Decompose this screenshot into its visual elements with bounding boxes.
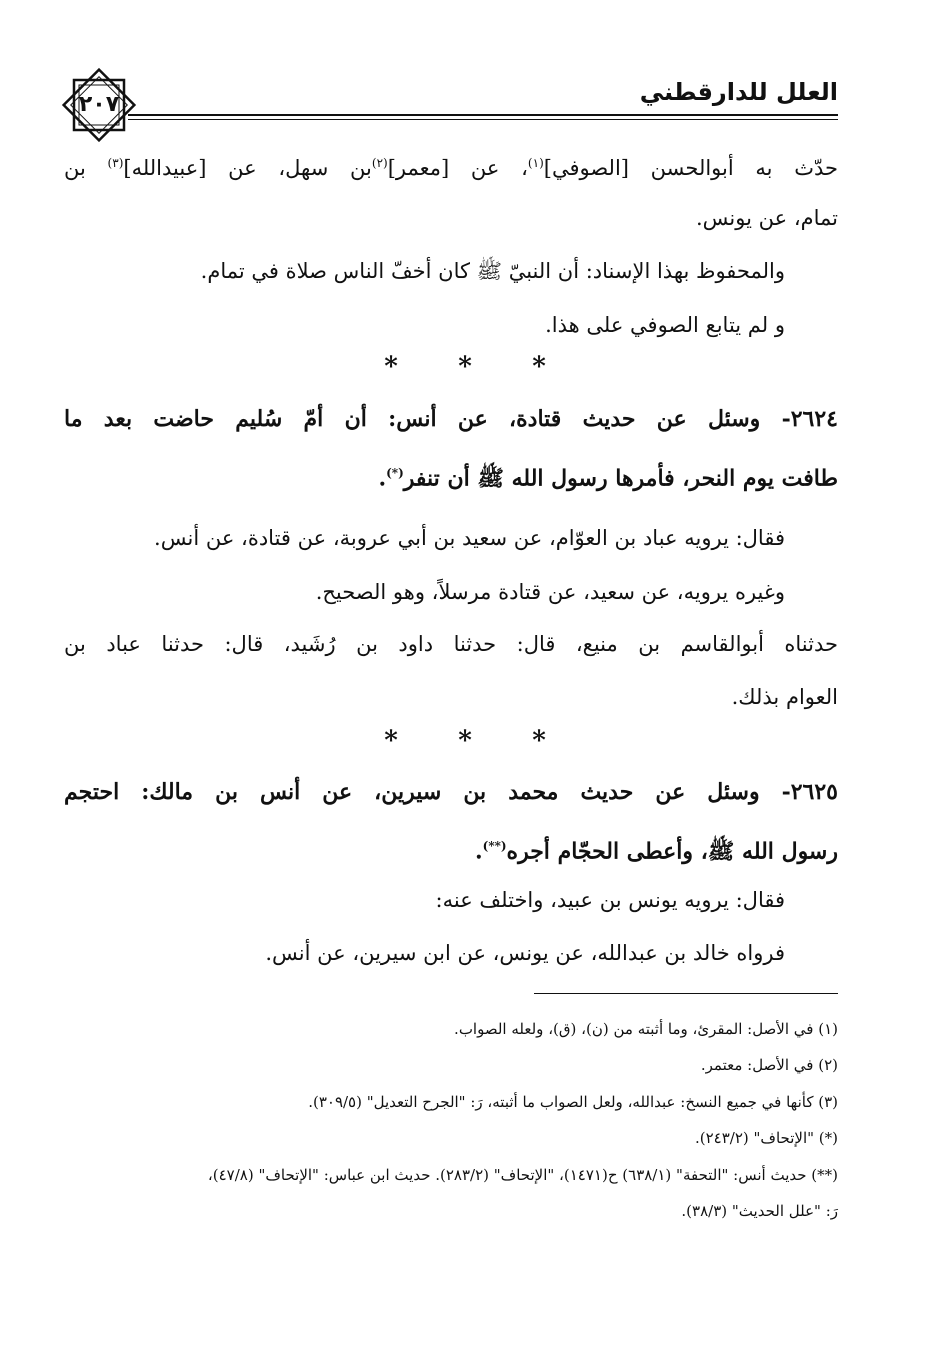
footnote-ref: (١) bbox=[527, 156, 544, 170]
footnote: رَ: "علل الحديث" (٣٨/٣). bbox=[681, 1202, 838, 1220]
entry-heading-line: ٢٦٢٥- وسئل عن حديث محمد بن سيرين، عن أنس بن مالك: احتجم bbox=[64, 779, 838, 805]
text-line: حدثناه أبوالقاسم بن منيع، قال: حدثنا داود بن رُشَيد، قال: حدثنا عباد بن bbox=[64, 632, 838, 656]
footnote-ref: (٢) bbox=[371, 156, 388, 170]
entry-heading-line: ٢٦٢٤- وسئل عن حديث قتادة، عن أنس: أن أمّ سُليم حاضت بعد ما bbox=[64, 406, 838, 432]
running-header-title: العلل للدارقطني bbox=[639, 78, 838, 106]
entry-heading-line bbox=[64, 831, 838, 866]
text-line: و لم يتابع الصوفي على هذا. bbox=[545, 313, 785, 337]
page-number: ٢٠٧ bbox=[78, 92, 120, 117]
footnote: (٣) كأنها في جميع النسخ: عبدالله، ولعل الصواب ما أثبته، رَ: "الجرح التعديل" (٣٠٩/٥). bbox=[308, 1093, 838, 1111]
star: * bbox=[532, 352, 546, 382]
text-run: رسول الله ﷺ، وأعطى الحجّام أجره bbox=[506, 838, 838, 865]
footnote-ref: (٣) bbox=[107, 156, 124, 170]
footnote: (*) "الإتحاف" (٢٤٣/٢). bbox=[695, 1129, 838, 1147]
header-rule-thin bbox=[128, 119, 838, 120]
star: * bbox=[458, 726, 472, 756]
text-run: حدّث به أبوالحسن [الصوفي] bbox=[543, 156, 839, 180]
footnote: (٢) في الأصل: معتمر. bbox=[700, 1056, 838, 1074]
footnote-ref: (**) bbox=[482, 839, 507, 853]
text-run: . bbox=[378, 465, 387, 492]
text-run: بن سهل، عن [عبيدالله] bbox=[123, 156, 372, 180]
text-run: طافت يوم النحر، فأمرها رسول الله ﷺ أن تنفر bbox=[403, 465, 838, 492]
star: * bbox=[384, 726, 398, 756]
text-line: فقال: يرويه يونس بن عبيد، واختلف عنه: bbox=[435, 888, 785, 912]
text-line: تمام، عن يونس. bbox=[695, 206, 838, 230]
footnote: (**) حديث أنس: "التحفة" (٦٣٨/١) ح(١٤٧١)، "الإتحاف" (٢٨٣/٢). حديث ابن عباس: "الإتحاف" (٤٧/٨)، bbox=[207, 1166, 838, 1184]
text-run: . bbox=[474, 838, 483, 865]
entry-heading-line bbox=[64, 458, 838, 493]
star: * bbox=[458, 352, 472, 382]
footnote-ref: (*) bbox=[386, 466, 404, 480]
section-separator bbox=[0, 352, 930, 382]
header-rule bbox=[128, 114, 838, 116]
text-line: فقال: يرويه عباد بن العوّام، عن سعيد بن أبي عروبة، عن قتادة، عن أنس. bbox=[154, 526, 785, 550]
footnote-rule bbox=[534, 993, 838, 994]
text-line: فرواه خالد بن عبدالله، عن يونس، عن ابن سيرين، عن أنس. bbox=[265, 941, 785, 965]
section-separator bbox=[0, 726, 930, 756]
text-line: والمحفوظ بهذا الإسناد: أن النبيّ ﷺ كان أخفّ الناس صلاة في تمام. bbox=[200, 259, 785, 283]
star: * bbox=[384, 352, 398, 382]
text-run: بن bbox=[64, 156, 108, 180]
text-run: ، عن [معمر] bbox=[387, 156, 528, 180]
text-line: وغيره يرويه، عن سعيد، عن قتادة مرسلاً، وهو الصحيح. bbox=[315, 580, 785, 604]
footnote: (١) في الأصل: المقرئ، وما أثبته من (ن)، (ق)، ولعله الصواب. bbox=[454, 1020, 838, 1038]
text-line bbox=[64, 148, 838, 183]
text-line: العوام بذلك. bbox=[731, 685, 838, 709]
star: * bbox=[532, 726, 546, 756]
